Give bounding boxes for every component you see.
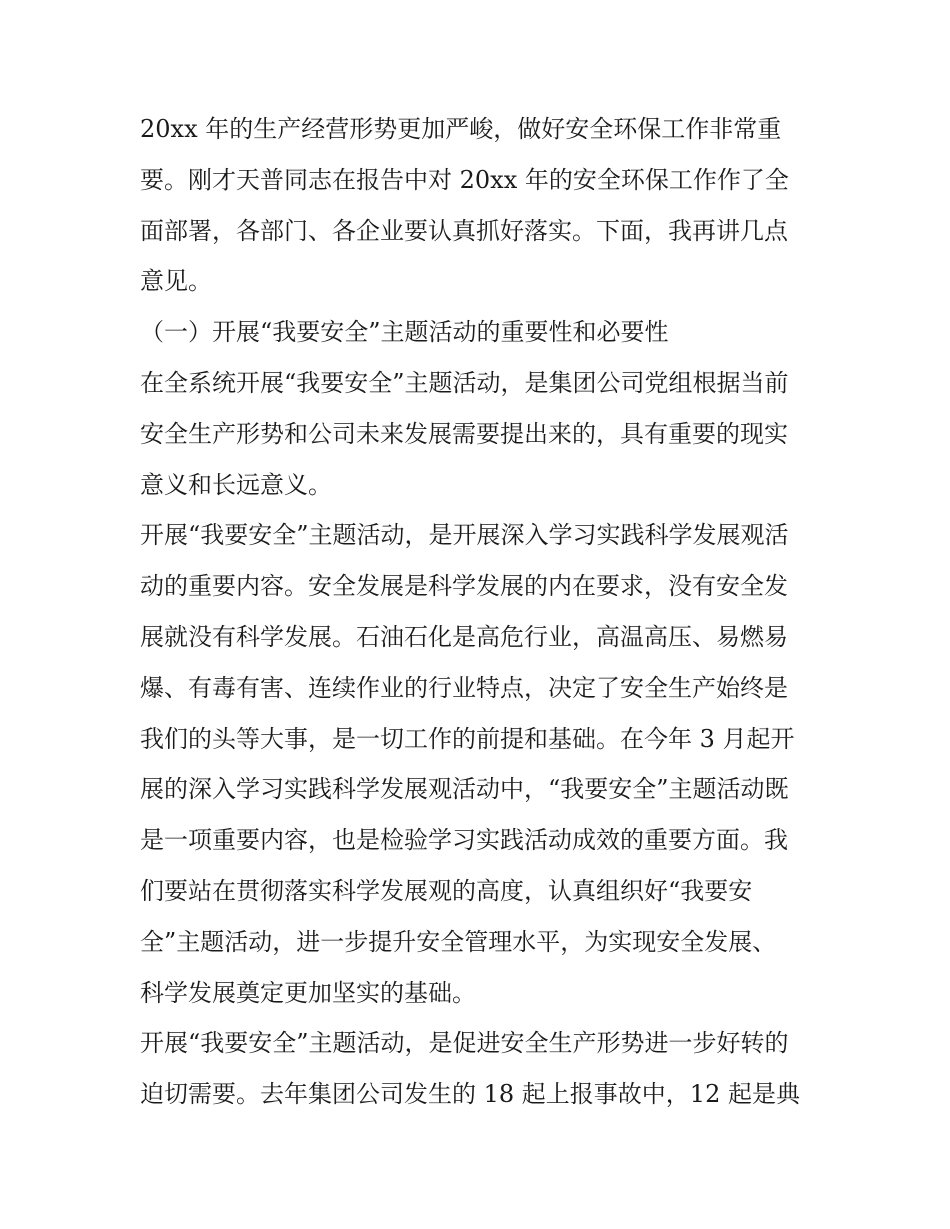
text-line: 20xx 年的生产经营形势更加严峻，做好安全环保工作非常重 (140, 115, 782, 143)
text-line: 是一项重要内容，也是检验学习实践活动成效的重要方面。我 (140, 826, 788, 855)
text-line: 面部署，各部门、各企业要认真抓好落实。下面，我再讲几点 (140, 216, 788, 245)
text-line: 全”主题活动，进一步提升安全管理水平，为实现安全发展、 (140, 927, 777, 956)
text-line: 开展“我要安全”主题活动，是促进安全生产形势进一步好转的 (140, 1029, 789, 1058)
text-line: 爆、有毒有害、连续作业的行业特点，决定了安全生产始终是 (140, 673, 788, 702)
text-line: 安全生产形势和公司未来发展需要提出来的，具有重要的现实 (140, 419, 788, 448)
text-line: 在全系统开展“我要安全”主题活动，是集团公司党组根据当前 (140, 368, 789, 397)
text-line: 科学发展奠定更加坚实的基础。 (140, 978, 476, 1007)
text-line: 我们的头等大事，是一切工作的前提和基础。在今年 3 月起开 (140, 724, 795, 753)
text-line: 开展“我要安全”主题活动，是开展深入学习实践科学发展观活 (140, 521, 789, 550)
text-line: 迫切需要。去年集团公司发生的 18 起上报事故中，12 起是典 (140, 1080, 800, 1109)
document-body (140, 104, 816, 1120)
text-line: 展就没有科学发展。石油石化是高危行业，高温高压、易燃易 (140, 622, 788, 651)
text-line: 要。刚才天普同志在报告中对 20xx 年的安全环保工作作了全 (140, 165, 789, 194)
text-line: 意见。 (140, 267, 212, 296)
section-heading: （一）开展“我要安全”主题活动的重要性和必要性 (140, 318, 669, 347)
text-line: 意义和长远意义。 (140, 470, 332, 499)
text-line: 展的深入学习实践科学发展观活动中，“我要安全”主题活动既 (140, 775, 789, 804)
text-line: 动的重要内容。安全发展是科学发展的内在要求，没有安全发 (140, 572, 788, 601)
text-line: 们要站在贯彻落实科学发展观的高度，认真组织好“我要安 (140, 876, 753, 905)
